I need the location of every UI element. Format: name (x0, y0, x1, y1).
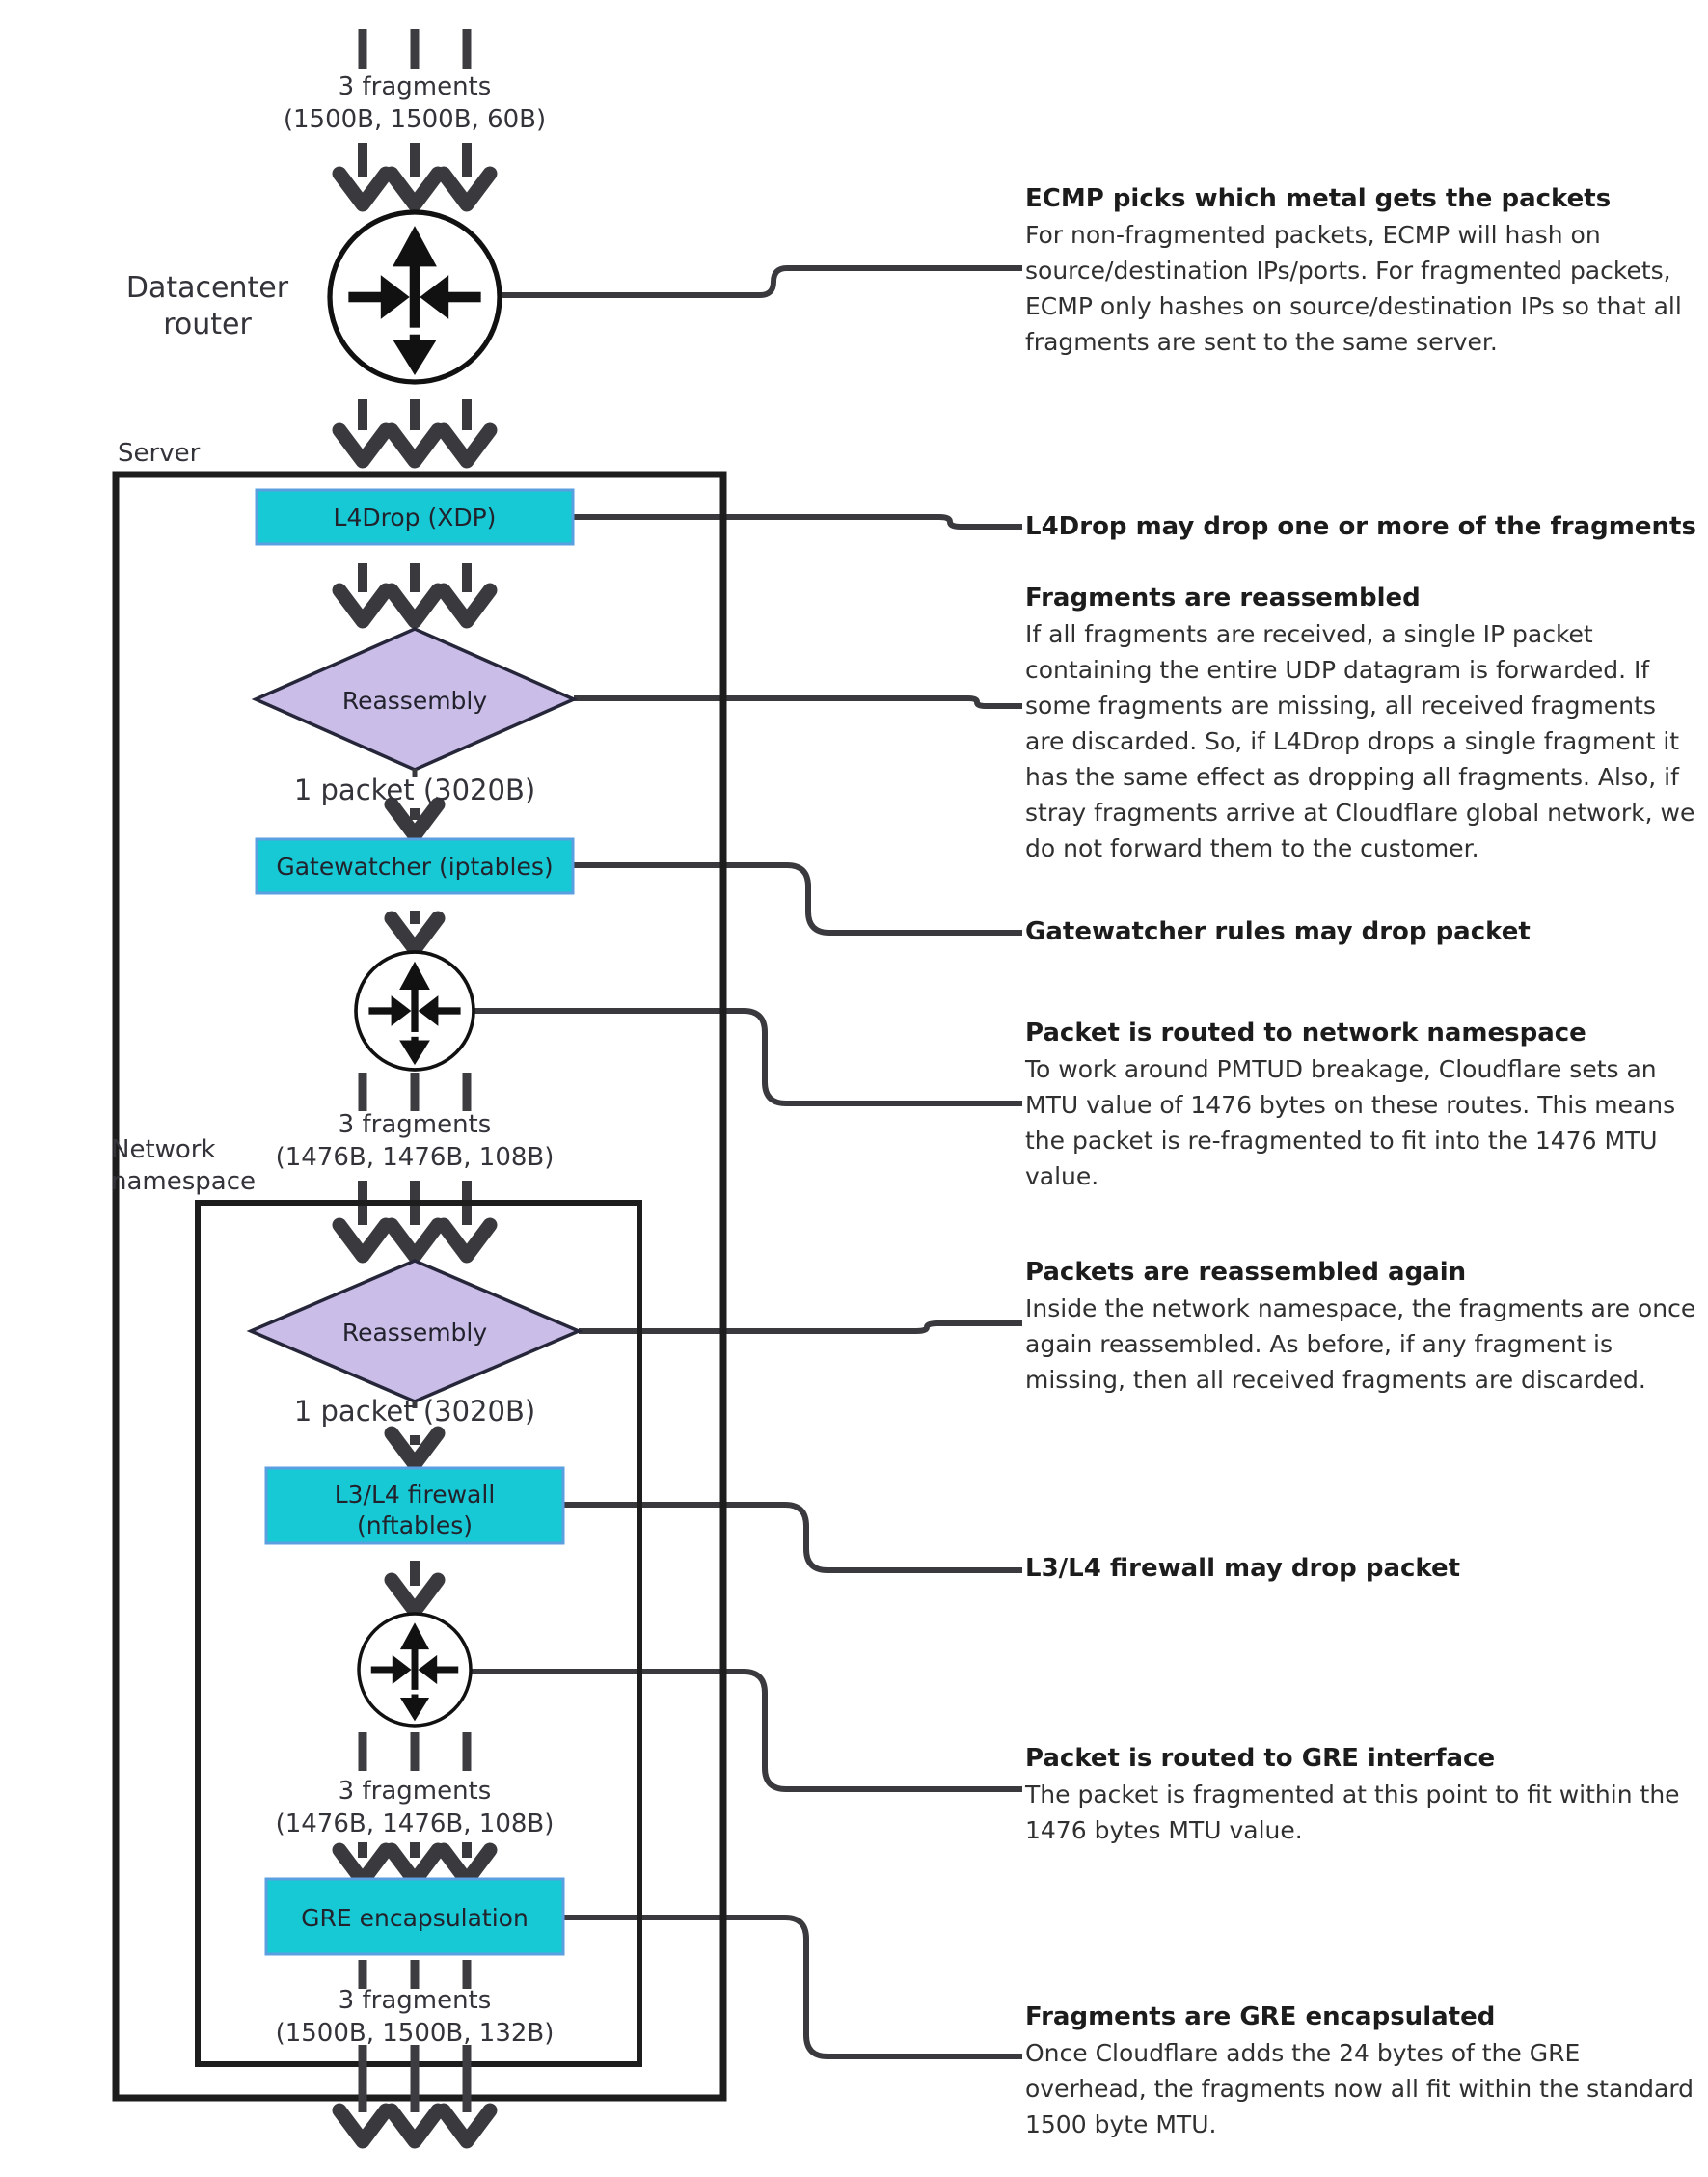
fragments2-label: 3 fragments (338, 1110, 492, 1139)
top-fragments-label: 3 fragments (338, 72, 492, 101)
network-namespace-label: Network namespace (111, 1135, 257, 1196)
note-reassembly-body: If all fragments are received, a single IP packet containing the entire UDP datagram is forwarded. If some fragments are missing, all received fragments are discarded. So, if L4Drop drops a single fragment it has the same effect as dropping all fragments. Also, if stray fragments arrive at Cloudflare global network, we do not forward them to the customer. (1025, 620, 1695, 862)
note-netns-heading: Packet is routed to network namespace (1025, 1019, 1586, 1048)
note-gatewatcher-heading: Gatewatcher rules may drop packet (1025, 917, 1531, 946)
note-l4drop-heading: L4Drop may drop one or more of the fragments (1025, 512, 1696, 541)
note-gatewatcher (1025, 914, 1700, 950)
fragments3-sizes: (1476B, 1476B, 108B) (275, 1810, 555, 1838)
note-gre-encap-heading: Fragments are GRE encapsulated (1025, 2002, 1496, 2031)
server-label: Server (118, 439, 201, 468)
note-gre-encap-body: Once Cloudflare adds the 24 bytes of the GRE overhead, the fragments now all fit within the standard 1500 byte MTU. (1025, 2039, 1694, 2138)
note-ecmp-heading: ECMP picks which metal gets the packets (1025, 184, 1612, 213)
packet1-label: 1 packet (3020B) (293, 774, 536, 806)
note-reassembly (1025, 581, 1700, 866)
note-reassembly2 (1025, 1255, 1700, 1398)
packet2-label: 1 packet (3020B) (293, 1395, 536, 1428)
gre-encapsulation-label: GRE encapsulation (301, 1904, 529, 1932)
gatewatcher-label: Gatewatcher (iptables) (276, 853, 554, 881)
reassembly2-label: Reassembly (341, 1319, 488, 1347)
fragments4-label: 3 fragments (338, 1986, 492, 2015)
datacenter-router-label: Datacenter router (125, 271, 289, 341)
fragments4-sizes: (1500B, 1500B, 132B) (275, 2019, 555, 2048)
note-gre-iface-heading: Packet is routed to GRE interface (1025, 1744, 1496, 1773)
connector-reassembly1 (574, 698, 1022, 706)
l3l4-firewall-sublabel: (nftables) (356, 1511, 474, 1539)
note-reassembly-heading: Fragments are reassembled (1025, 584, 1421, 612)
exit-arrows (339, 2045, 490, 2141)
connector-router2 (473, 1011, 1022, 1103)
top-fragments-sizes: (1500B, 1500B, 60B) (283, 105, 547, 134)
note-reassembly2-heading: Packets are reassembled again (1025, 1258, 1467, 1287)
note-netns (1025, 1016, 1700, 1194)
note-l4drop (1025, 509, 1700, 545)
reassembly1-label: Reassembly (341, 687, 488, 715)
note-l3l4 (1025, 1551, 1700, 1587)
connector-router3 (470, 1672, 1022, 1789)
fragments2-sizes: (1476B, 1476B, 108B) (275, 1143, 555, 1172)
route-to-gre-router-icon (359, 1614, 471, 1726)
note-l3l4-heading: L3/L4 firewall may drop packet (1025, 1554, 1461, 1583)
connector-reassembly2 (579, 1323, 1022, 1331)
note-gre-iface (1025, 1741, 1700, 1848)
route-to-namespace-router-icon (356, 952, 474, 1070)
fragments3-label: 3 fragments (338, 1777, 492, 1806)
l4drop-label: L4Drop (XDP) (333, 503, 497, 531)
l3l4-firewall-label: L3/L4 firewall (334, 1481, 496, 1509)
note-ecmp (1025, 181, 1700, 360)
note-gre-encap (1025, 2000, 1700, 2142)
note-reassembly2-body: Inside the network namespace, the fragments are once again reassembled. As before, if any fragment is missing, then all received fragments are discarded. (1025, 1294, 1696, 1394)
note-ecmp-body: For non-fragmented packets, ECMP will hash on source/destination IPs/ports. For fragmented packets, ECMP only hashes on source/destination IPs so that all fragments are sent to the same server. (1025, 221, 1682, 356)
connector-gatewatcher (573, 865, 1022, 933)
note-gre-iface-body: The packet is fragmented at this point to fit within the 1476 bytes MTU value. (1025, 1781, 1680, 1844)
note-netns-body: To work around PMTUD breakage, Cloudflare sets an MTU value of 1476 bytes on these routes. This means the packet is re-fragmented to fit into the 1476 MTU value. (1025, 1055, 1676, 1190)
connector-l4drop (573, 517, 1022, 527)
datacenter-router-icon (330, 212, 500, 382)
connector-gre (563, 1918, 1022, 2056)
connector-l3l4 (563, 1505, 1022, 1570)
connector-ecmp (500, 268, 1022, 295)
